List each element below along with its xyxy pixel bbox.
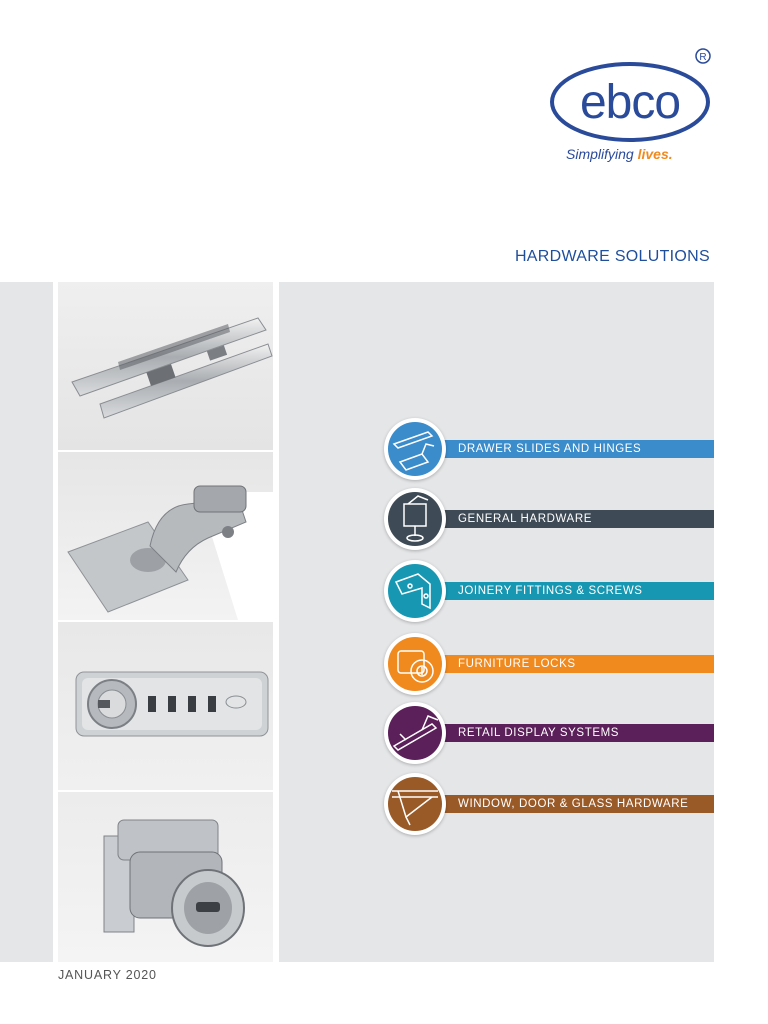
category-label: FURNITURE LOCKS	[458, 658, 576, 670]
category-label: RETAIL DISPLAY SYSTEMS	[458, 727, 620, 739]
logo-wordmark: ebco	[579, 76, 681, 129]
category-label: DRAWER SLIDES AND HINGES	[458, 443, 642, 455]
category-circle	[384, 488, 446, 550]
registered-mark: R	[699, 52, 707, 63]
category-label: GENERAL HARDWARE	[458, 513, 592, 525]
tagline-main: Simplifying	[566, 146, 638, 162]
lock-icon	[388, 637, 442, 691]
drawer-slide-photo	[58, 282, 273, 450]
category-circle	[384, 560, 446, 622]
category-label: JOINERY FITTINGS & SCREWS	[458, 585, 643, 597]
display-rail-icon	[388, 706, 442, 760]
category-circle	[384, 418, 446, 480]
cam-lock-photo	[58, 792, 273, 962]
category-circle	[384, 702, 446, 764]
category-bar	[424, 795, 714, 813]
category-circle	[384, 633, 446, 695]
footer-date: JANUARY 2020	[58, 968, 157, 982]
drawer-slide-icon	[388, 422, 442, 476]
category-window-door-glass[interactable]	[384, 773, 714, 835]
tagline	[566, 146, 673, 162]
category-bar	[424, 582, 714, 600]
category-bar	[424, 440, 714, 458]
category-retail-display[interactable]	[384, 702, 714, 764]
page-heading: HARDWARE SOLUTIONS	[514, 248, 710, 265]
tagline-accent: lives.	[637, 146, 673, 162]
category-bar	[424, 510, 714, 528]
category-drawer-slides[interactable]	[384, 418, 714, 480]
leveler-icon	[388, 492, 442, 546]
category-bar	[424, 655, 714, 673]
hinge-photo	[58, 452, 273, 620]
category-bar	[424, 724, 714, 742]
category-joinery-fittings[interactable]	[384, 560, 714, 622]
category-furniture-locks[interactable]	[384, 633, 714, 695]
left-strip	[0, 282, 53, 962]
window-stay-icon	[388, 777, 442, 831]
category-general-hardware[interactable]	[384, 488, 714, 550]
category-circle	[384, 773, 446, 835]
category-label: WINDOW, DOOR & GLASS HARDWARE	[458, 798, 689, 810]
category-panel	[279, 282, 714, 962]
bracket-icon	[388, 564, 442, 618]
combination-lock-photo	[58, 622, 273, 790]
